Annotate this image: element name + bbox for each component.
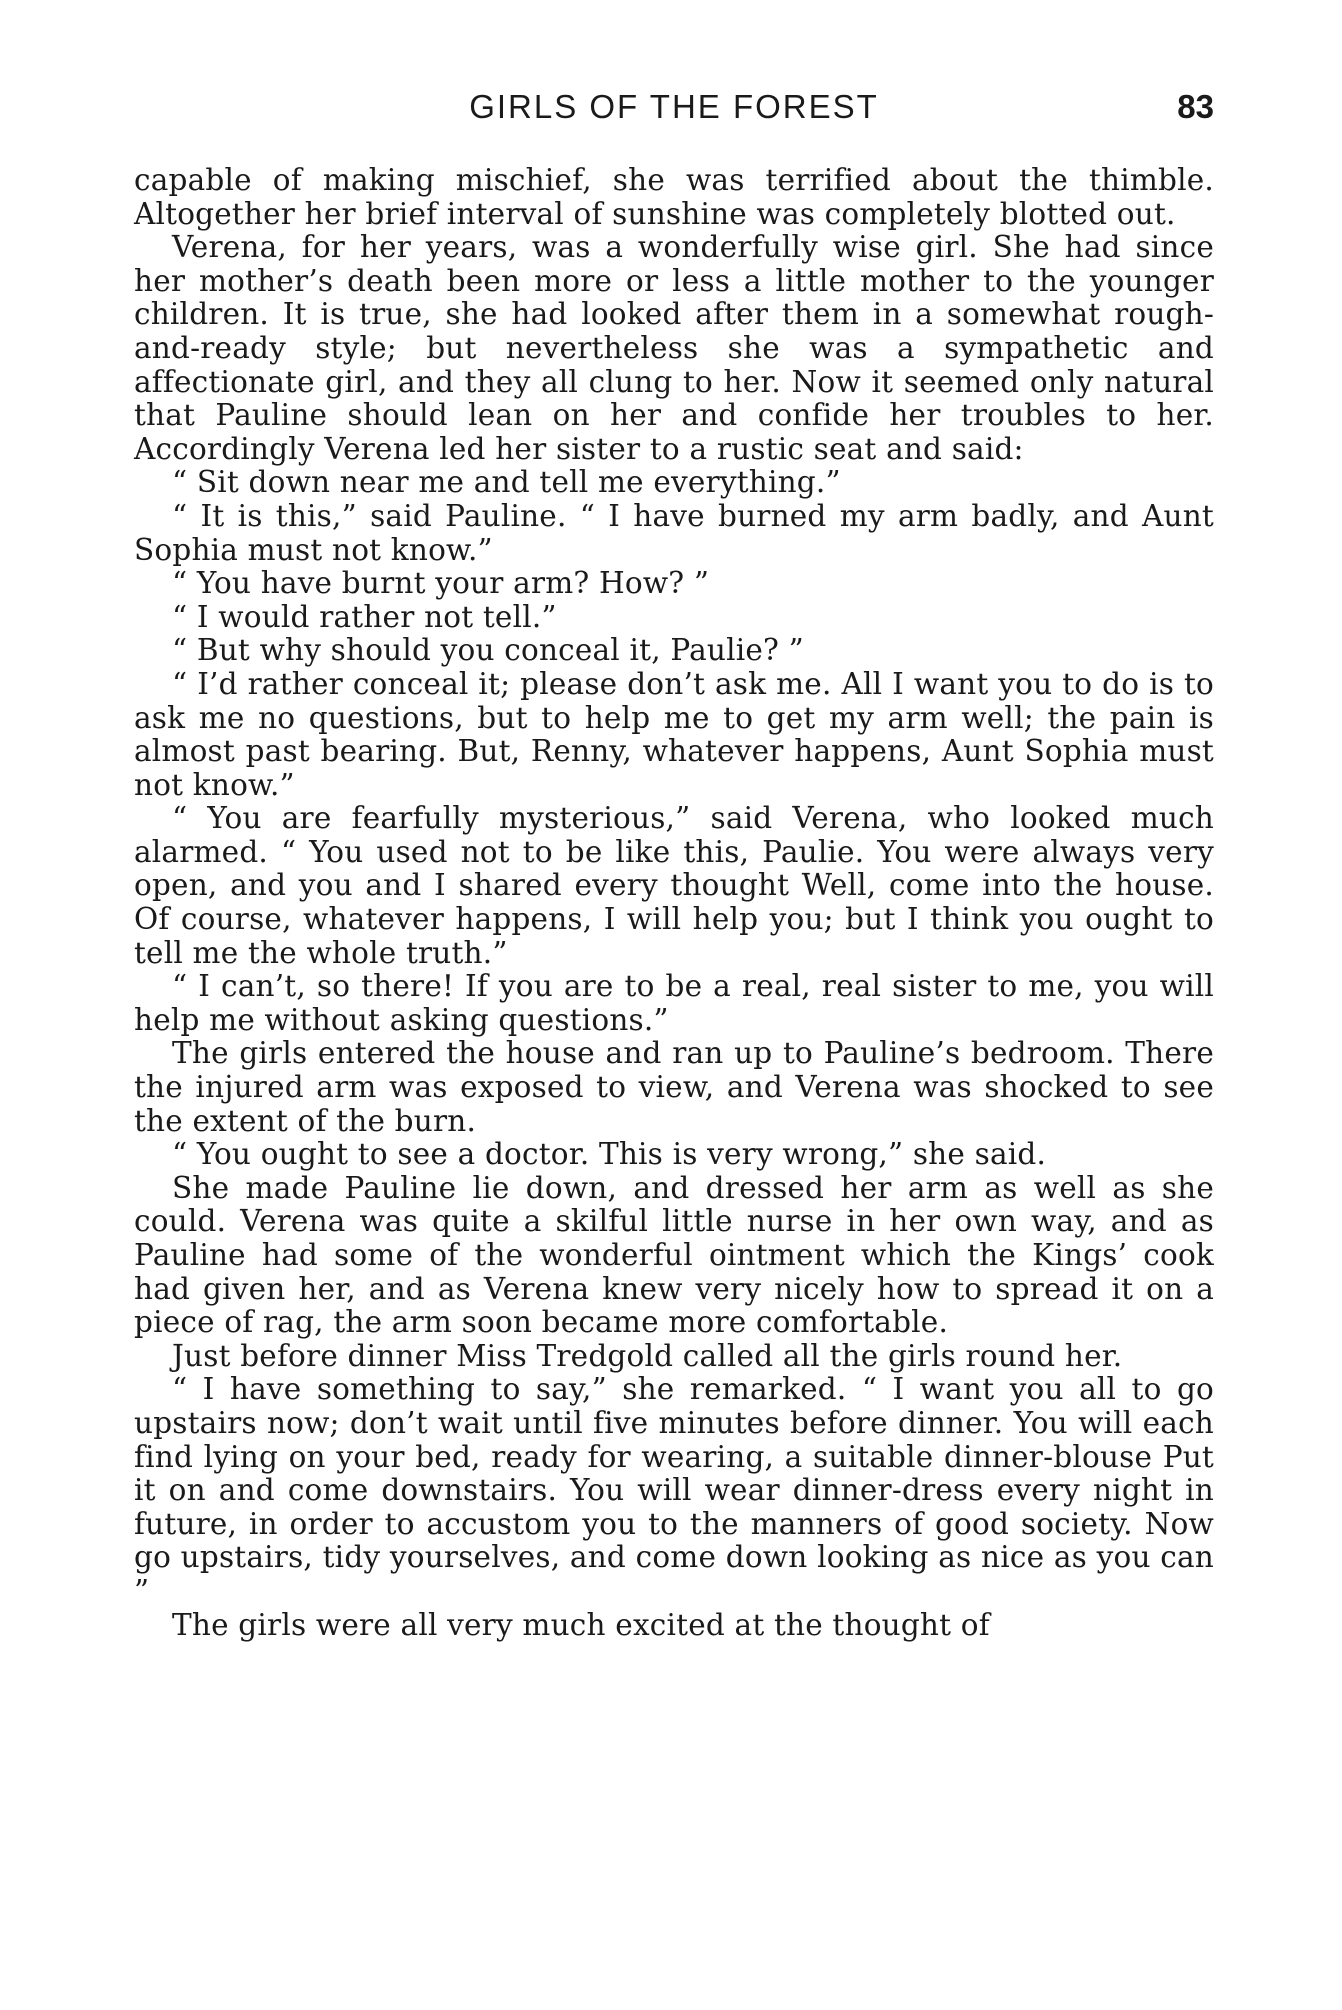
- paragraph: “ You ought to see a doctor. This is very wrong,” she said.: [172, 1137, 1047, 1172]
- running-head: [134, 88, 1214, 140]
- paragraph: capable of making mischief, she was terrified about the thimble. Altogether her brief interval of sunshine was completely blotted out.: [134, 163, 1214, 231]
- paragraph: She made Pauline lie down, and dressed her arm as well as she could. Verena was quite a skilful little nurse in her own way, and as Pauline had some of the wonderful ointment which the Kings’ cook had given her, and as Verena knew very nicely how to spread it on a piece of rag, the arm soon became more comfortable.: [134, 1170, 1214, 1340]
- paragraph: “ You have burnt your arm? How? ”: [172, 566, 710, 601]
- paragraph: The girls were all very much excited at the thought of: [172, 1607, 990, 1642]
- paragraph: “ But why should you conceal it, Paulie? ”: [172, 633, 804, 668]
- running-title: GIRLS OF THE FOREST: [469, 88, 879, 125]
- paragraph: “ You are fearfully mysterious,” said Verena, who looked much alarmed. “ You used not to be like this, Paulie. You were always very open, and you and I shared every thought Well, come into the house. Of course, whatever happens, I will help you; but I think you ought to tell me the whole truth.”: [134, 801, 1214, 970]
- paragraph: “ I have something to say,” she remarked. “ I want you all to go upstairs now; don’t wait until five minutes before dinner. You will each find lying on your bed, ready for wearing, a suitable dinner-blouse Put it on and come downstairs. You will wear dinner-dress every night in future, in order to accustom you to the manners of good society. Now go upstairs, tidy yourselves, and come down looking as nice as you can ”: [134, 1372, 1214, 1608]
- body-text: [134, 164, 1214, 1642]
- paragraph: “ It is this,” said Pauline. “ I have burned my arm badly, and Aunt Sophia must not know.”: [134, 498, 1214, 567]
- page-number: 83: [1177, 88, 1214, 125]
- paragraph: Verena, for her years, was a wonderfully wise girl. She had since her mother’s death been more or less a little mother to the younger children. It is true, she had looked after them in a somewhat rough-and-ready style; but nevertheless she was a sympathetic and affectionate girl, and they all clung to her. Now it seemed only natural that Pauline should lean on her and confide her troubles to her. Accordingly Verena led her sister to a rustic seat and said:: [134, 230, 1214, 466]
- paragraph: “ I would rather not tell.”: [172, 599, 557, 634]
- paragraph: The girls entered the house and ran up to Pauline’s bedroom. There the injured arm was exposed to view, and Verena was shocked to see the extent of the burn.: [134, 1036, 1214, 1138]
- paragraph: “ I’d rather conceal it; please don’t ask me. All I want you to do is to ask me no questions, but to help me to get my arm well; the pain is almost past bearing. But, Renny, whatever happens, Aunt Sophia must not know.”: [134, 666, 1214, 802]
- paragraph: Just before dinner Miss Tredgold called all the girls round her.: [172, 1338, 1123, 1373]
- book-page: [134, 88, 1214, 1642]
- paragraph: “ Sit down near me and tell me everything.”: [172, 465, 841, 500]
- paragraph: “ I can’t, so there! If you are to be a real, real sister to me, you will help me without asking questions.”: [134, 969, 1214, 1037]
